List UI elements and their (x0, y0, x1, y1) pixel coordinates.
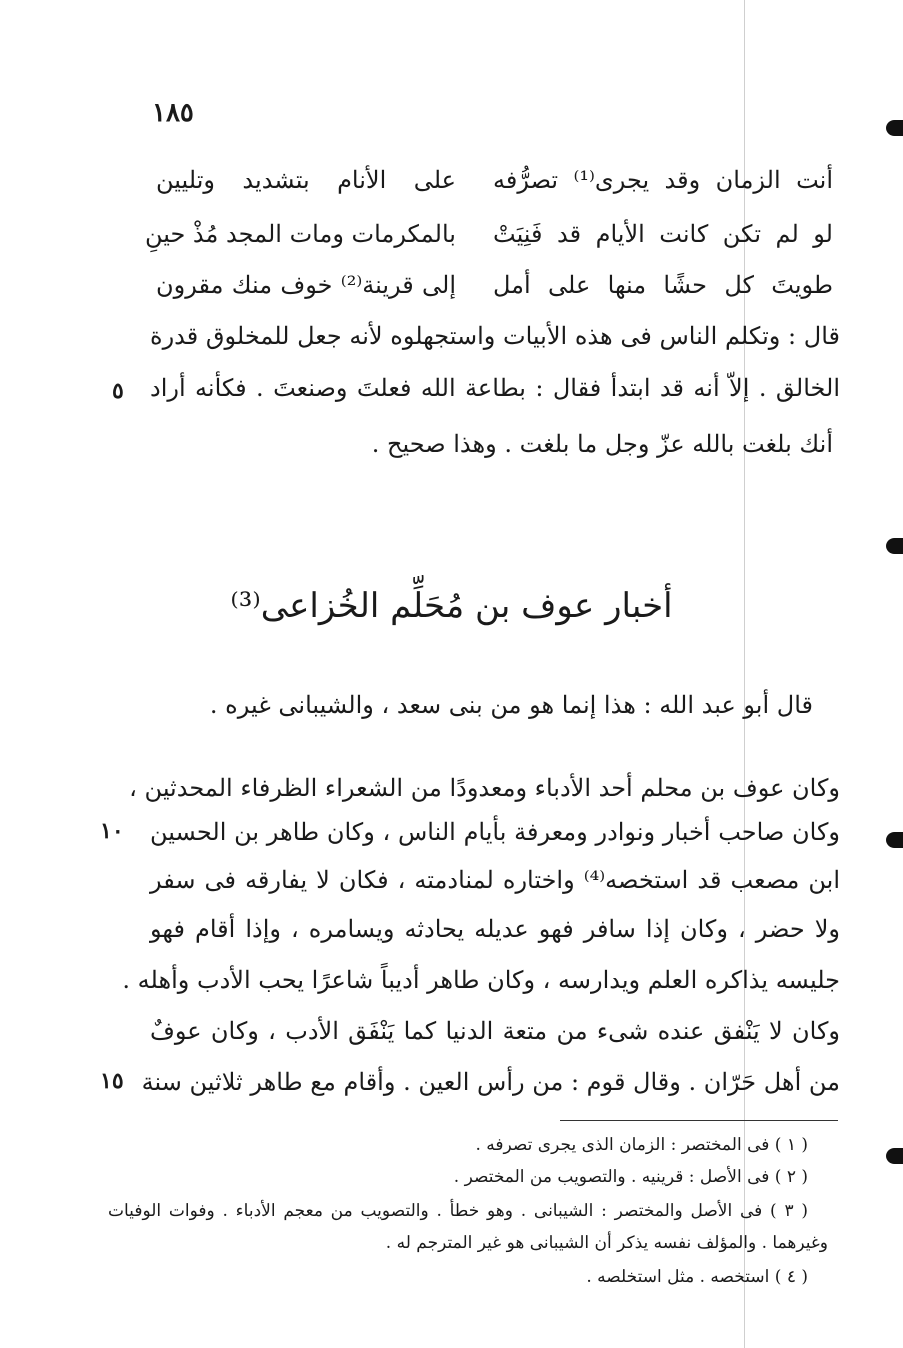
line-number-5: ٥ (112, 378, 124, 404)
footnote-3-cont: وغيرهما . والمؤلف نفسه يذكر أن الشيبانى هو غير المترجم له . (385, 1233, 828, 1253)
verse-2-right: لو لم تكن كانت الأيام قد فَنِيَتْ (493, 220, 833, 248)
section-heading: أخبار عوف بن مُحَلِّم الخُزاعى⁽³⁾ (230, 586, 673, 626)
footnote-1: ( ١ ) فى المختصر : الزمان الذى يجرى تصرفه . (475, 1135, 808, 1155)
paragraph-line: وكان عوف بن محلم أحد الأدباء ومعدودًا من الشعراء الظرفاء المحدثين ، (129, 774, 840, 802)
footnote-3: ( ٣ ) فى الأصل والمختصر : الشيبانى . وهو خطأ . والتصويب من معجم الأدباء . وفوات الوفيات (108, 1201, 808, 1221)
line-number-10: ١٠ (100, 818, 124, 844)
paragraph-line: الخالق . إلاّ أنه قد ابتدأ فقال : بطاعة الله فعلتَ وصنعتَ . فكأنه أراد (150, 374, 840, 402)
paragraph-line: وكان لا يَنْفق عنده شىء من متعة الدنيا كما يَنْفَق الأدب ، وكان عوفٌ (150, 1017, 840, 1045)
paragraph-line: ولا حضر ، وكان إذا سافر فهو عديله يحادثه ويسامره ، وإذا أقام فهو (150, 915, 840, 943)
footnote-rule (560, 1120, 838, 1121)
verse-2-left: بالمكرمات ومات المجد مُذْ حينِ (144, 220, 456, 248)
line-number-15: ١٥ (100, 1068, 124, 1094)
footnote-4: ( ٤ ) استخصه . مثل استخلصه . (586, 1267, 808, 1287)
paragraph-line: جليسه يذاكره العلم ويدارسه ، وكان طاهر أديباً شاعرًا يحب الأدب وأهله . (122, 966, 840, 994)
verse-3-right: طويتَ كل حشًا منها على أمل (493, 271, 833, 299)
footnote-2: ( ٢ ) فى الأصل : قرينيه . والتصويب من المختصر . (453, 1167, 808, 1187)
binding-mark (886, 538, 903, 554)
paragraph-line: وكان صاحب أخبار ونوادر ومعرفة بأيام الناس ، وكان طاهر بن الحسين (150, 818, 840, 846)
binding-mark (886, 120, 903, 136)
verse-1-right: أنت الزمان وقد يجرى⁽¹⁾ تصرُّفه (493, 166, 833, 194)
binding-mark (886, 832, 903, 848)
verse-3-left: إلى قرينة⁽²⁾ خوف منك مقرون (156, 271, 456, 299)
paragraph-line: من أهل حَرّان . وقال قوم : من رأس العين . وأقام مع طاهر ثلاثين سنة (141, 1068, 840, 1096)
paragraph-line: أنك بلغت بالله عزّ وجل ما بلغت . وهذا صحيح . (371, 430, 833, 458)
paragraph-line: ابن مصعب قد استخصه⁽⁴⁾ واختاره لمنادمته ، فكان لا يفارقه فى سفر (150, 866, 840, 894)
paragraph-line: قال : وتكلم الناس فى هذه الأبيات واستجهلوه لأنه جعل للمخلوق قدرة (150, 322, 841, 350)
page-number: ١٨٥ (152, 98, 194, 128)
binding-mark (886, 1148, 903, 1164)
verse-1-left: على الأنام بتشديد وتليين (156, 166, 456, 194)
intro-line: قال أبو عبد الله : هذا إنما هو من بنى سعد ، والشيبانى غيره . (209, 691, 813, 719)
